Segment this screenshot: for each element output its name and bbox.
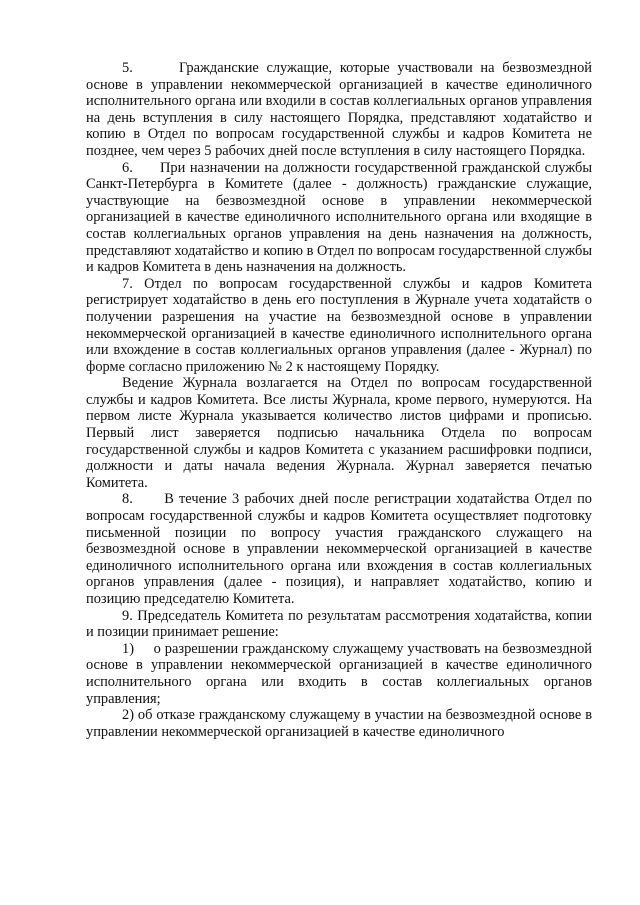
paragraph-9-item-2: 2) об отказе гражданскому служащему в участии на безвозмездной основе в управлении некоммерческой организацией в качестве единоличного xyxy=(86,707,592,740)
paragraph-7: 7. Отдел по вопросам государственной службы и кадров Комитета регистрирует ходатайство в день его поступления в Журнале учета ходатайств о получении разрешения на участие на безвозмездной основе в управлении некоммерческой организацией в качестве единоличного исполнительного органа или вхождение в состав коллегиальных органов управления (далее - Журнал) по форме согласно приложению № 2 к настоящему Порядку. xyxy=(86,275,592,375)
paragraph-9: 9. Председатель Комитета по результатам рассмотрения ходатайства, копии и позиции принимает решение: xyxy=(86,607,592,641)
paragraph-9-item-1: 1) о разрешении гражданскому служащему участвовать на безвозмездной основе в управлении некоммерческой организацией в качестве единоличного исполнительного органа или входить в состав коллегиальных органов управления; xyxy=(86,640,592,707)
paragraph-5: 5. Гражданские служащие, которые участвовали на безвозмездной основе в управлении некоммерческой организацией в качестве единоличного исполнительного органа или входили в состав коллегиальных органов управления на день вступления в силу настоящего Порядка, представляют ходатайство и копию в Отдел по вопросам государственной службы и кадров Комитета не позднее, чем через 5 рабочих дней после вступления в силу настоящего Порядка. xyxy=(86,60,592,159)
paragraph-6: 6. При назначении на должности государственной гражданской службы Санкт-Петербурга в Комитете (далее - должность) гражданские служащие, участвующие на безвозмездной основе в управлении некоммерческой организацией в качестве единоличного исполнительного органа или входящие в состав коллегиальных органов управления на день назначения на должность, представляют ходатайство и копию в Отдел по вопросам государственной службы и кадров Комитета в день назначения на должность. xyxy=(86,159,592,276)
paragraph-journal: Ведение Журнала возлагается на Отдел по вопросам государственной службы и кадров Комитета. Все листы Журнала, кроме первого, нумеруются. На первом листе Журнала указывается количество листов цифрами и прописью. Первый лист заверяется подписью начальника Отдела по вопросам государственной службы и кадров Комитета с указанием расшифровки подписи, должности и даты начала ведения Журнала. Журнал заверяется печатью Комитета. xyxy=(86,375,592,491)
paragraph-8: 8. В течение 3 рабочих дней после регистрации ходатайства Отдел по вопросам государственной службы и кадров Комитета осуществляет подготовку письменной позиции по вопросу участия гражданского служащего на безвозмездной основе в управлении некоммерческой организацией в качестве единоличного исполнительного органа или вхождения в состав коллегиальных органов управления (далее - позиция), и направляет ходатайство, копию и позицию председателю Комитета. xyxy=(86,491,592,607)
